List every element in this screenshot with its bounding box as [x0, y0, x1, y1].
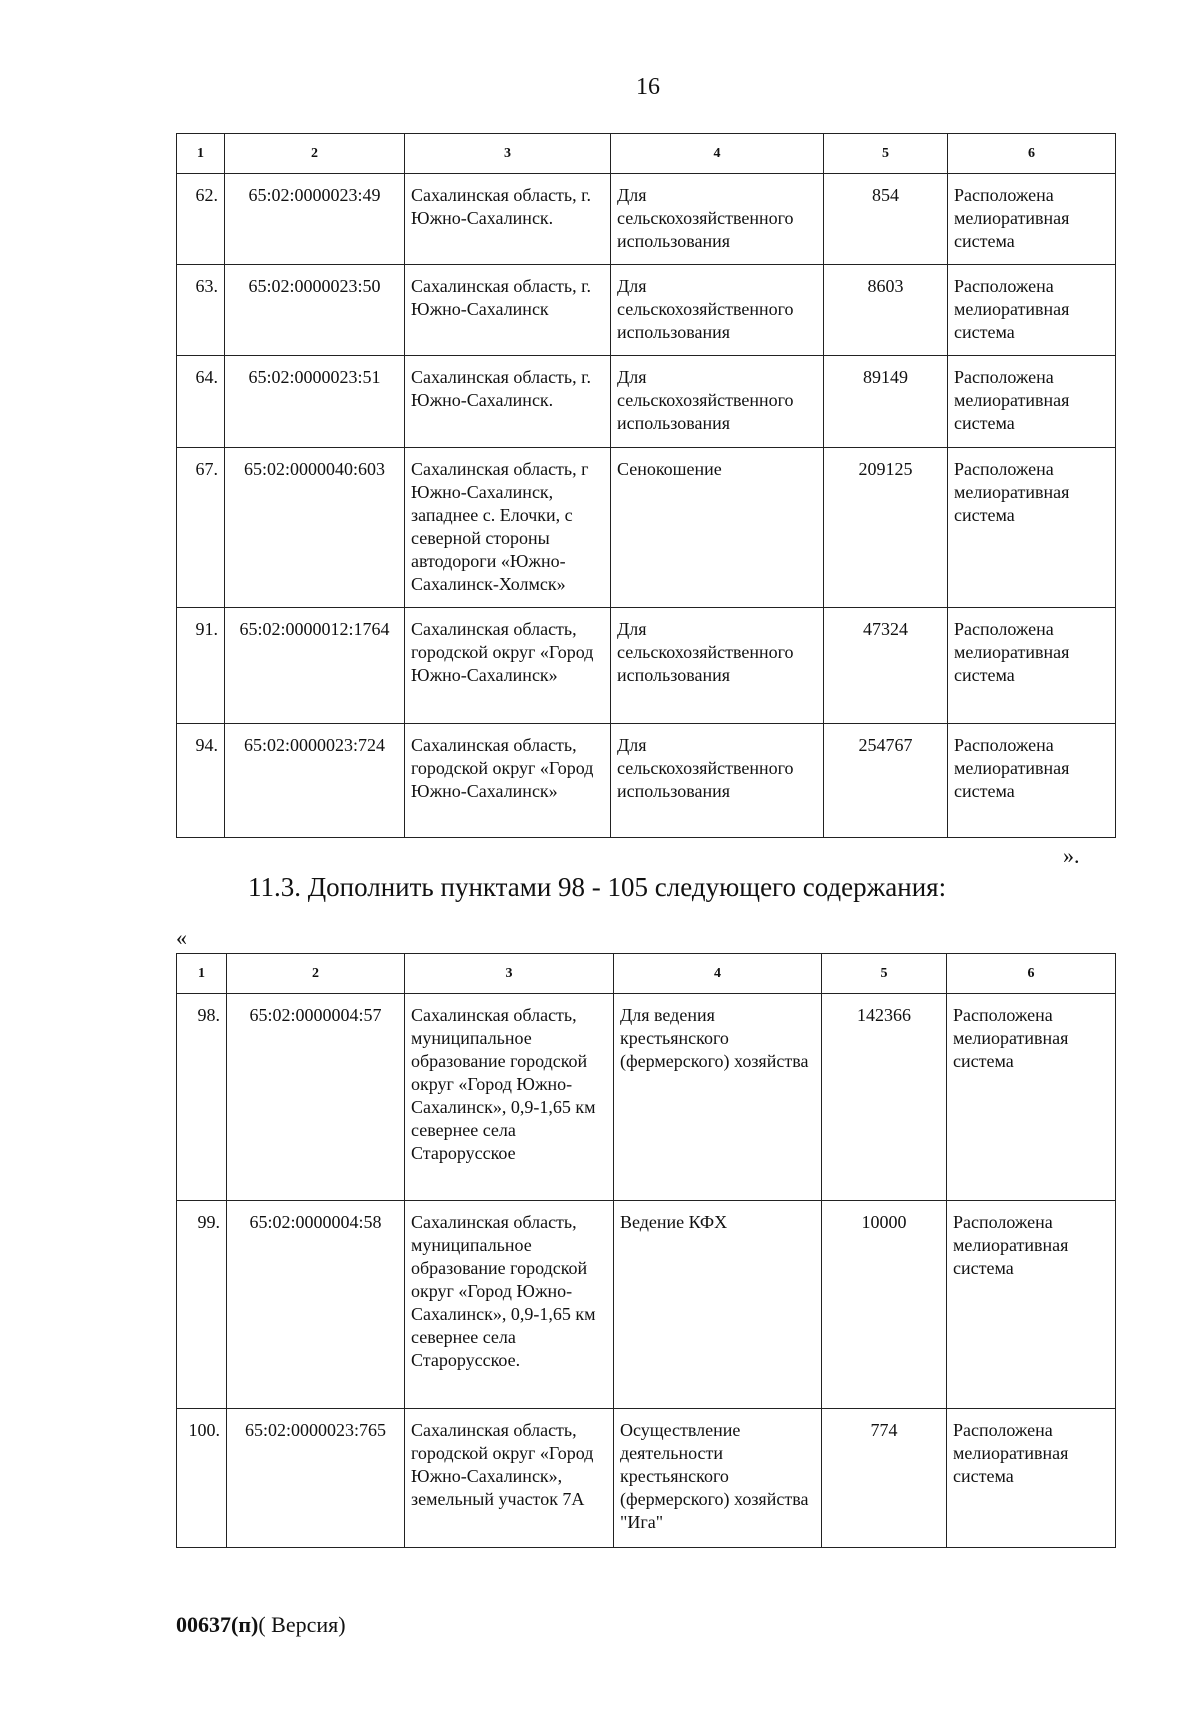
- area: 774: [822, 1409, 947, 1548]
- cadastral-number: 65:02:0000023:50: [225, 265, 405, 356]
- land-use: Ведение КФХ: [614, 1201, 822, 1409]
- column-number-row: [177, 954, 1116, 994]
- column-number: 5: [822, 954, 947, 994]
- note: Расположена мелиоративная система: [948, 724, 1116, 838]
- note: Расположена мелиоративная система: [948, 608, 1116, 724]
- row-number: 62.: [177, 174, 225, 265]
- closing-quote: ».: [1063, 843, 1080, 868]
- area: 10000: [822, 1201, 947, 1409]
- area: 854: [824, 174, 948, 265]
- column-number: 4: [611, 134, 824, 174]
- column-number: 6: [947, 954, 1116, 994]
- column-number: 6: [948, 134, 1116, 174]
- document-code: [176, 1612, 346, 1638]
- note: Расположена мелиоративная система: [948, 448, 1116, 608]
- row-number: 94.: [177, 724, 225, 838]
- cadastral-number: 65:02:0000004:57: [227, 994, 405, 1201]
- note: Расположена мелиоративная система: [947, 1409, 1116, 1548]
- page-number: 16: [636, 74, 660, 100]
- opening-quote: «: [176, 925, 187, 950]
- land-use: Для сельскохозяйственного использования: [611, 174, 824, 265]
- area: 89149: [824, 356, 948, 448]
- area: 254767: [824, 724, 948, 838]
- address: Сахалинская область, городской округ «Город Южно-Сахалинск»: [405, 724, 611, 838]
- column-number: 5: [824, 134, 948, 174]
- column-number-row: [177, 134, 1116, 174]
- address: Сахалинская область, г. Южно-Сахалинск: [405, 265, 611, 356]
- column-number: 4: [614, 954, 822, 994]
- cadastral-number: 65:02:0000023:49: [225, 174, 405, 265]
- document-code-number: 00637(п): [176, 1612, 259, 1637]
- row-number: 100.: [177, 1409, 227, 1548]
- column-number: 2: [227, 954, 405, 994]
- row-number: 99.: [177, 1201, 227, 1409]
- address: Сахалинская область, г Южно-Сахалинск, западнее с. Елочки, с северной стороны автодороги «Южно-Сахалинск-Холмск»: [405, 448, 611, 608]
- land-use: Осуществление деятельности крестьянского (фермерского) хозяйства "Ига": [614, 1409, 822, 1548]
- land-use: Сенокошение: [611, 448, 824, 608]
- address: Сахалинская область, муниципальное образование городской округ «Город Южно-Сахалинск», 0,9-1,65 км севернее села Старорусское.: [405, 1201, 614, 1409]
- column-number: 3: [405, 954, 614, 994]
- address: Сахалинская область, городской округ «Город Южно-Сахалинск», земельный участок 7А: [405, 1409, 614, 1548]
- address: Сахалинская область, муниципальное образование городской округ «Город Южно-Сахалинск», 0,9-1,65 км севернее села Старорусское: [405, 994, 614, 1201]
- address: Сахалинская область, городской округ «Город Южно-Сахалинск»: [405, 608, 611, 724]
- row-number: 91.: [177, 608, 225, 724]
- land-use: Для сельскохозяйственного использования: [611, 608, 824, 724]
- column-number: 2: [225, 134, 405, 174]
- table-row: [177, 448, 1116, 608]
- table-row: [177, 356, 1116, 448]
- row-number: 98.: [177, 994, 227, 1201]
- cadastral-number: 65:02:0000040:603: [225, 448, 405, 608]
- area: 209125: [824, 448, 948, 608]
- area: 8603: [824, 265, 948, 356]
- column-number: 1: [177, 954, 227, 994]
- table-row: [177, 994, 1116, 1201]
- table-row: [177, 265, 1116, 356]
- column-number: 1: [177, 134, 225, 174]
- cadastral-number: 65:02:0000023:51: [225, 356, 405, 448]
- cadastral-number: 65:02:0000004:58: [227, 1201, 405, 1409]
- note: Расположена мелиоративная система: [947, 994, 1116, 1201]
- cadastral-number: 65:02:0000012:1764: [225, 608, 405, 724]
- area: 47324: [824, 608, 948, 724]
- table-row: [177, 608, 1116, 724]
- row-number: 64.: [177, 356, 225, 448]
- row-number: 63.: [177, 265, 225, 356]
- column-number: 3: [405, 134, 611, 174]
- cadastral-number: 65:02:0000023:724: [225, 724, 405, 838]
- note: Расположена мелиоративная система: [948, 174, 1116, 265]
- section-heading: 11.3. Дополнить пунктами 98 - 105 следующего содержания:: [248, 872, 947, 902]
- address: Сахалинская область, г. Южно-Сахалинск.: [405, 174, 611, 265]
- cadastral-number: 65:02:0000023:765: [227, 1409, 405, 1548]
- table-row: [177, 724, 1116, 838]
- land-table-2: [176, 953, 1116, 1548]
- land-use: Для сельскохозяйственного использования: [611, 724, 824, 838]
- address: Сахалинская область, г. Южно-Сахалинск.: [405, 356, 611, 448]
- land-use: Для сельскохозяйственного использования: [611, 356, 824, 448]
- note: Расположена мелиоративная система: [948, 265, 1116, 356]
- row-number: 67.: [177, 448, 225, 608]
- land-use: Для сельскохозяйственного использования: [611, 265, 824, 356]
- land-use: Для ведения крестьянского (фермерского) хозяйства: [614, 994, 822, 1201]
- table-row: [177, 174, 1116, 265]
- note: Расположена мелиоративная система: [948, 356, 1116, 448]
- note: Расположена мелиоративная система: [947, 1201, 1116, 1409]
- table-row: [177, 1201, 1116, 1409]
- table-row: [177, 1409, 1116, 1548]
- area: 142366: [822, 994, 947, 1201]
- land-table-1: [176, 133, 1116, 838]
- document-version: ( Версия): [258, 1612, 346, 1637]
